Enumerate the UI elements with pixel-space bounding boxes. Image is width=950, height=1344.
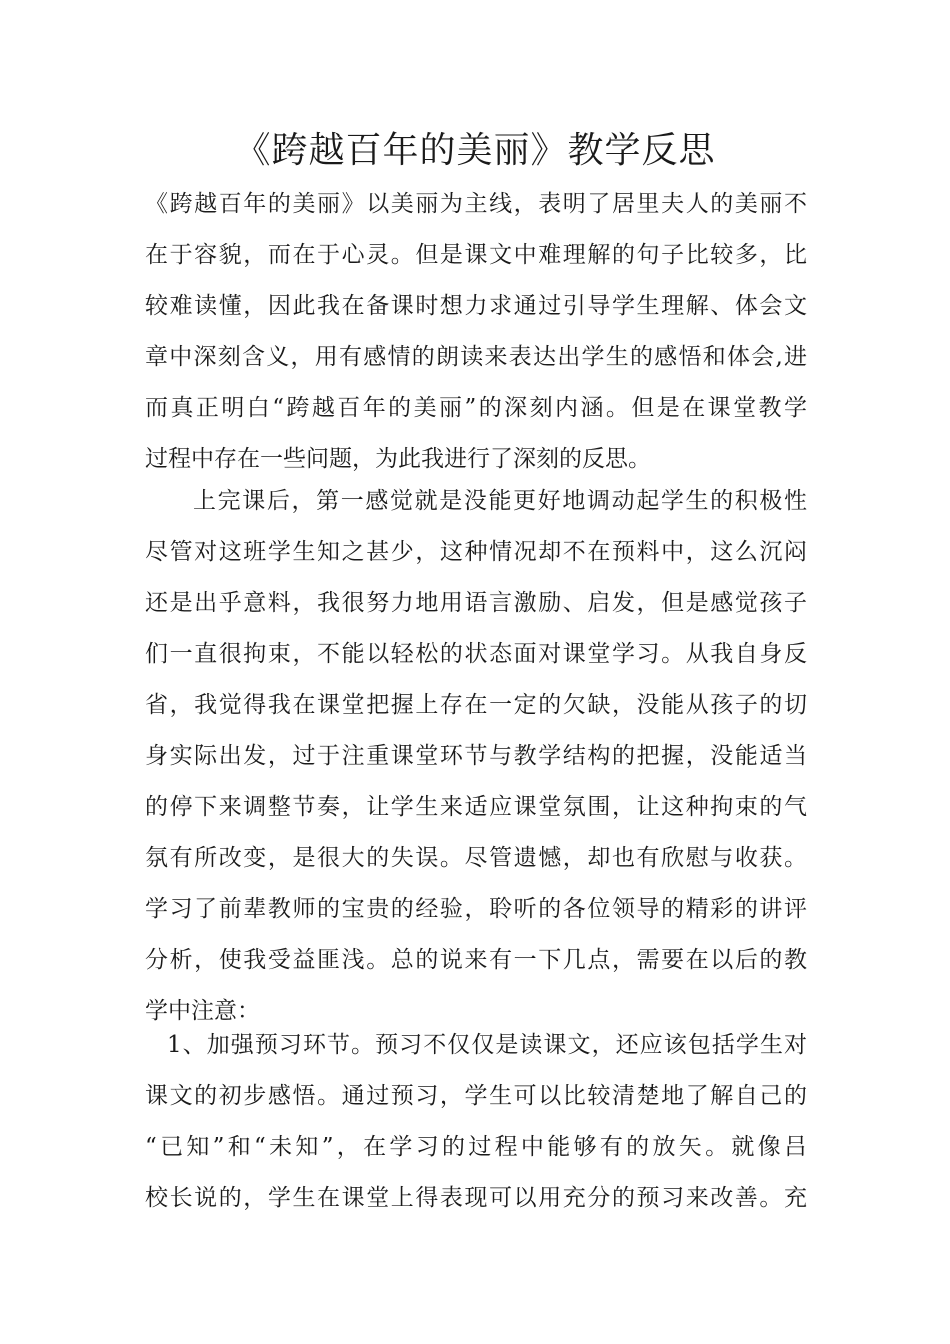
text-line: 省，我觉得我在课堂把握上存在一定的欠缺，没能从孩子的切	[145, 692, 807, 718]
text-line: 的停下来调整节奏，让学生来适应课堂氛围，让这种拘束的气	[145, 794, 807, 820]
text-line: 学习了前辈教师的宝贵的经验，聆听的各位领导的精彩的讲评	[145, 896, 807, 922]
text-line: 1、加强预习环节。预习不仅仅是读课文，还应该包括学生对	[167, 1032, 807, 1058]
text-line: 学中注意：	[145, 998, 260, 1024]
text-line: 氛有所改变，是很大的失误。尽管遗憾，却也有欣慰与收获。	[145, 845, 807, 871]
text-line: 过程中存在一些问题，为此我进行了深刻的反思。	[145, 446, 651, 472]
text-line: 上完课后，第一感觉就是没能更好地调动起学生的积极性	[193, 488, 807, 514]
text-line: 较难读懂，因此我在备课时想力求通过引导学生理解、体会文	[145, 293, 807, 319]
text-line: 还是出乎意料，我很努力地用语言激励、启发，但是感觉孩子	[145, 590, 807, 616]
document-title: 《跨越百年的美丽》教学反思	[234, 130, 716, 171]
paragraph-3	[145, 1020, 807, 1224]
text-line: 而真正明白“跨越百年的美丽”的深刻内涵。但是在课堂教学	[145, 395, 807, 421]
text-line: 们一直很拘束，不能以轻松的状态面对课堂学习。从我自身反	[145, 641, 807, 667]
paragraph-2	[145, 476, 807, 1037]
text-line: 分析，使我受益匪浅。总的说来有一下几点，需要在以后的教	[145, 947, 807, 973]
text-line: 课文的初步感悟。通过预习，学生可以比较清楚地了解自己的	[145, 1083, 807, 1109]
text-line: 章中深刻含义，用有感情的朗读来表达出学生的感悟和体会,进	[145, 344, 807, 370]
paragraph-1	[145, 179, 807, 485]
text-line: “已知”和“未知”，在学习的过程中能够有的放矢。就像吕	[145, 1134, 807, 1160]
text-line: 校长说的，学生在课堂上得表现可以用充分的预习来改善。充	[145, 1185, 807, 1211]
text-line: 尽管对这班学生知之甚少，这种情况却不在预料中，这么沉闷	[145, 539, 807, 565]
text-line: 身实际出发，过于注重课堂环节与教学结构的把握，没能适当	[145, 743, 807, 769]
text-line: 《跨越百年的美丽》以美丽为主线，表明了居里夫人的美丽不	[145, 191, 807, 217]
text-line: 在于容貌，而在于心灵。但是课文中难理解的句子比较多，比	[145, 242, 807, 268]
